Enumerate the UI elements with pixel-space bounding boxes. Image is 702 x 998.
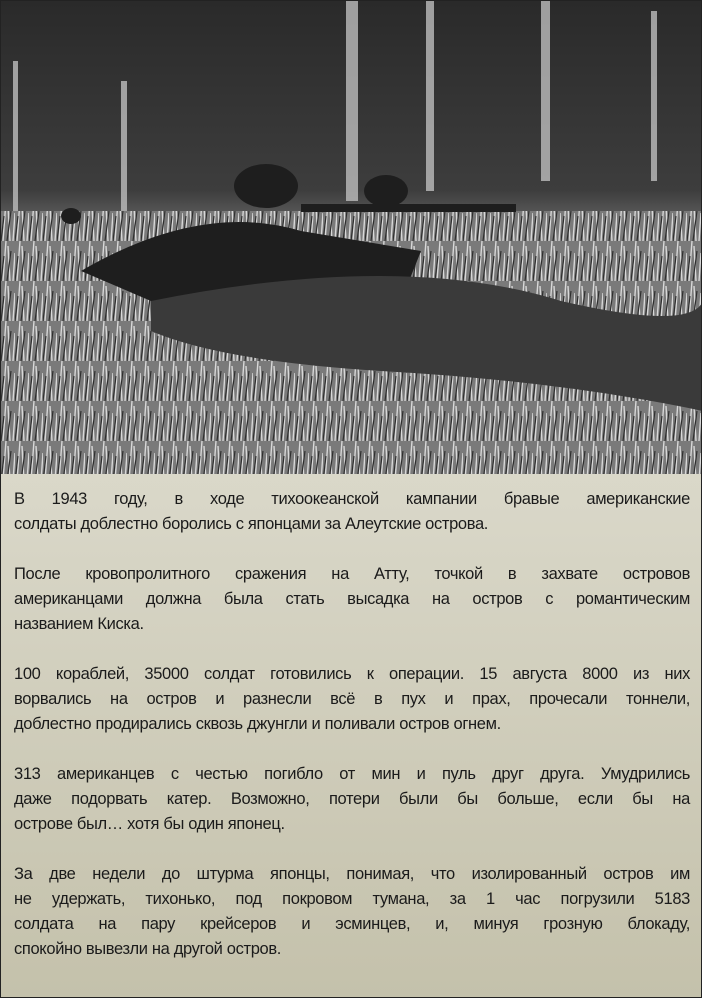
text-line: ворвались на остров и разнесли всё в пух и прах, прочесали тоннели, <box>14 690 690 708</box>
text-line: солдаты доблестно боролись с японцами за Алеутские острова. <box>14 515 489 533</box>
text-line: спокойно вывезли на другой остров. <box>14 940 282 958</box>
paragraph-2 <box>14 562 690 637</box>
paragraph-5 <box>14 862 690 962</box>
text-line: 100 кораблей, 35000 солдат готовились к операции. 15 августа 8000 из них <box>14 665 690 683</box>
text-line: американцами должна была стать высадка на остров с романтическим <box>14 590 690 608</box>
paragraph-1 <box>14 487 690 537</box>
text-line: За две недели до штурма японцы, понимая, что изолированный остров им <box>14 865 690 883</box>
text-line: В 1943 году, в ходе тихоокеанской кампании бравые американские <box>14 490 690 508</box>
text-line: доблестно продирались сквозь джунгли и поливали остров огнем. <box>14 715 501 733</box>
paragraph-3 <box>14 662 690 737</box>
text-line: острове был… хотя бы один японец. <box>14 815 285 833</box>
text-line: даже подорвать катер. Возможно, потери были бы больше, если бы на <box>14 790 690 808</box>
text-line: 313 американцев с честью погибло от мин и пуль друг друга. Умудрились <box>14 765 690 783</box>
text-line: не удержать, тихонько, под покровом тумана, за 1 час погрузили 5183 <box>14 890 690 908</box>
text-line: солдата на пару крейсеров и эсминцев, и, минуя грозную блокаду, <box>14 915 690 933</box>
article-text <box>14 487 690 987</box>
soldiers-photo <box>1 1 702 474</box>
paragraph-4 <box>14 762 690 837</box>
text-line: После кровопролитного сражения на Атту, точкой в захвате островов <box>14 565 690 583</box>
text-line: названием Киска. <box>14 615 144 633</box>
